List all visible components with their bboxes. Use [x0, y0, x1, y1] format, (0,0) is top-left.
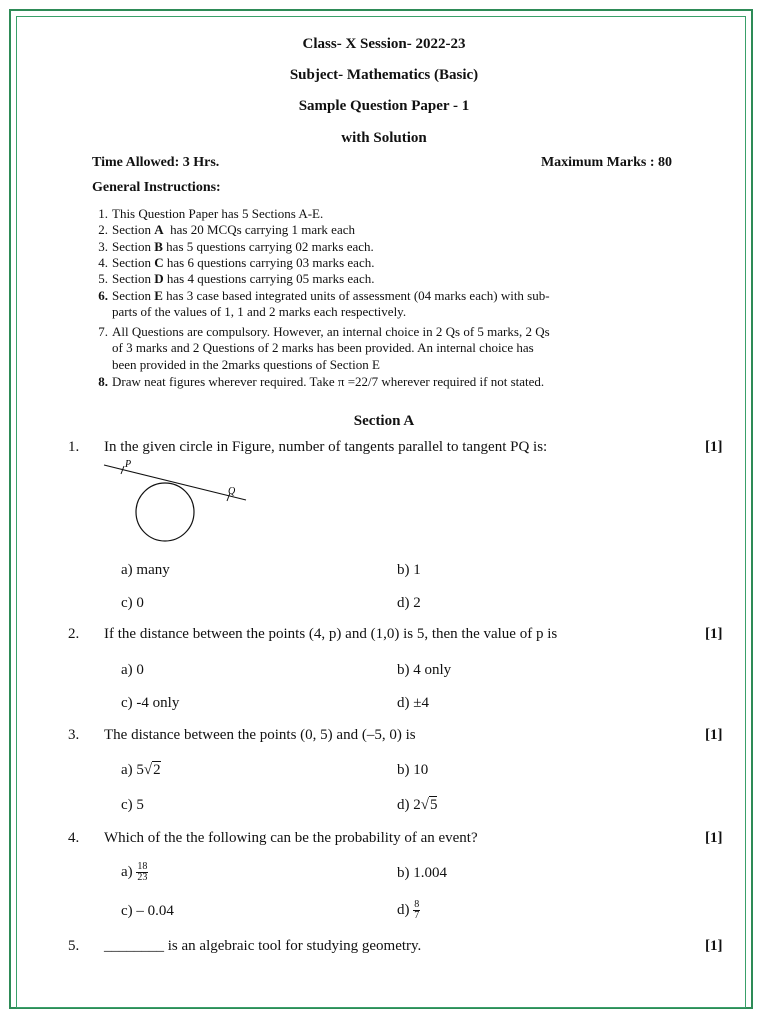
question-number: 1. [68, 439, 80, 455]
instruction-text-continued: been provided in the 2marks questions of Section E [112, 356, 380, 372]
sqrt-symbol: √ [420, 797, 429, 813]
option-d [397, 797, 437, 814]
fraction [136, 862, 148, 883]
instruction-section-letter: D [154, 271, 164, 286]
instructions-title: General Instructions: [92, 180, 221, 195]
instruction-item [98, 374, 672, 390]
circle-shape [136, 483, 194, 541]
option-b: b) 1 [397, 562, 421, 578]
instruction-text-continued: parts of the values of 1, 1 and 2 marks each respectively. [112, 304, 407, 320]
option-a: a) many [121, 562, 170, 578]
instruction-section-letter: E [154, 288, 163, 303]
option-b: b) 4 only [397, 662, 452, 678]
question-marks: [1] [705, 626, 723, 642]
option-a-label: a) 5 [121, 762, 144, 778]
solution-subtitle: with Solution [341, 130, 427, 146]
question-marks: [1] [705, 439, 723, 455]
option-c: c) 0 [121, 595, 144, 611]
maximum-marks: Maximum Marks : 80 [540, 155, 672, 170]
question-text: Which of the the following can be the probability of an event? [104, 830, 478, 846]
instruction-number: 4. [98, 255, 108, 270]
instruction-number: 3. [98, 239, 108, 254]
instruction-text-continued: of 3 marks and 2 Questions of 2 marks has been provided. An internal choice has [112, 340, 534, 356]
option-a-label: a) [121, 863, 137, 880]
question-marks: [1] [705, 727, 723, 743]
paper-title: Sample Question Paper - 1 [298, 98, 470, 114]
instruction-text: has 5 questions carrying 02 marks each. [162, 239, 374, 254]
instruction-item [98, 255, 672, 271]
question-text: The distance between the points (0, 5) and (–5, 0) is [104, 727, 416, 743]
instruction-section-letter: A [154, 222, 164, 237]
instruction-number: 1. [98, 206, 108, 221]
tangent-line-pq [104, 465, 246, 500]
section-a-title: Section A [353, 413, 415, 429]
option-c: c) 5 [121, 797, 144, 813]
denominator: 7 [414, 910, 420, 921]
point-q-label: Q [228, 486, 236, 497]
fraction [413, 900, 420, 921]
option-a [121, 862, 148, 883]
instruction-item [98, 288, 672, 321]
question-number: 4. [68, 830, 80, 846]
numerator: 18 [137, 861, 148, 872]
option-a [121, 762, 161, 779]
question-text: If the distance between the points (4, p) and (1,0) is 5, then the value of p is [104, 626, 558, 642]
instruction-item [98, 239, 672, 255]
option-d: d) ±4 [397, 695, 429, 711]
instruction-text: Section [112, 222, 155, 237]
question-number: 2. [68, 626, 80, 642]
tangent-circle-figure [98, 456, 258, 546]
radicand: 5 [429, 797, 438, 813]
instruction-number: 8. [98, 374, 108, 389]
option-d-label: d) [397, 901, 414, 918]
class-session-heading: Class- X Session- 2022-23 [302, 36, 466, 52]
instruction-item [98, 206, 672, 222]
instruction-text: has 3 case based integrated units of assessment (04 marks each) with sub- [162, 288, 550, 303]
point-p-label: P [125, 459, 132, 470]
instruction-number: 2. [98, 222, 108, 237]
option-d: d) 2 [397, 595, 421, 611]
instruction-text: has 4 questions carrying 05 marks each. [163, 271, 375, 286]
question-text: ________ is an algebraic tool for studying geometry. [104, 938, 422, 954]
instruction-text: Section [112, 239, 155, 254]
option-b: b) 1.004 [397, 865, 447, 881]
instruction-text: Section [112, 255, 155, 270]
instruction-item [98, 271, 672, 287]
instruction-section-letter: C [154, 255, 164, 270]
instruction-item [98, 324, 672, 373]
instruction-text: Section [112, 271, 155, 286]
instruction-text: This Question Paper has 5 Sections A-E. [112, 206, 324, 221]
instruction-text: Section [112, 288, 155, 303]
option-d-label: d) 2 [397, 797, 421, 813]
subject-heading: Subject- Mathematics (Basic) [289, 67, 479, 83]
instruction-number: 6. [98, 288, 108, 303]
option-a: a) 0 [121, 662, 144, 678]
question-number: 3. [68, 727, 80, 743]
instruction-number: 7. [98, 324, 108, 339]
radicand: 2 [153, 762, 161, 778]
instruction-text: Draw neat figures wherever required. Take π =22/7 wherever required if not stated. [112, 374, 545, 389]
instruction-number: 5. [98, 271, 108, 286]
instruction-text: has 20 MCQs carrying 1 mark each [163, 222, 355, 237]
instruction-section-letter: B [154, 239, 163, 254]
question-number: 5. [68, 938, 80, 954]
instruction-item [98, 222, 672, 238]
time-allowed: Time Allowed: 3 Hrs. [92, 155, 220, 170]
option-c: c) – 0.04 [121, 903, 174, 919]
numerator: 8 [414, 899, 420, 910]
question-text: In the given circle in Figure, number of tangents parallel to tangent PQ is: [104, 439, 548, 455]
sqrt-symbol: √ [143, 762, 153, 778]
denominator: 23 [137, 872, 148, 883]
question-marks: [1] [705, 830, 723, 846]
option-d [397, 900, 420, 921]
option-b: b) 10 [397, 762, 429, 778]
instruction-text: has 6 questions carrying 03 marks each. [163, 255, 375, 270]
instruction-text: All Questions are compulsory. However, an internal choice in 2 Qs of 5 marks, 2 Qs [112, 324, 550, 339]
option-c: c) -4 only [121, 695, 180, 711]
question-marks: [1] [705, 938, 723, 954]
